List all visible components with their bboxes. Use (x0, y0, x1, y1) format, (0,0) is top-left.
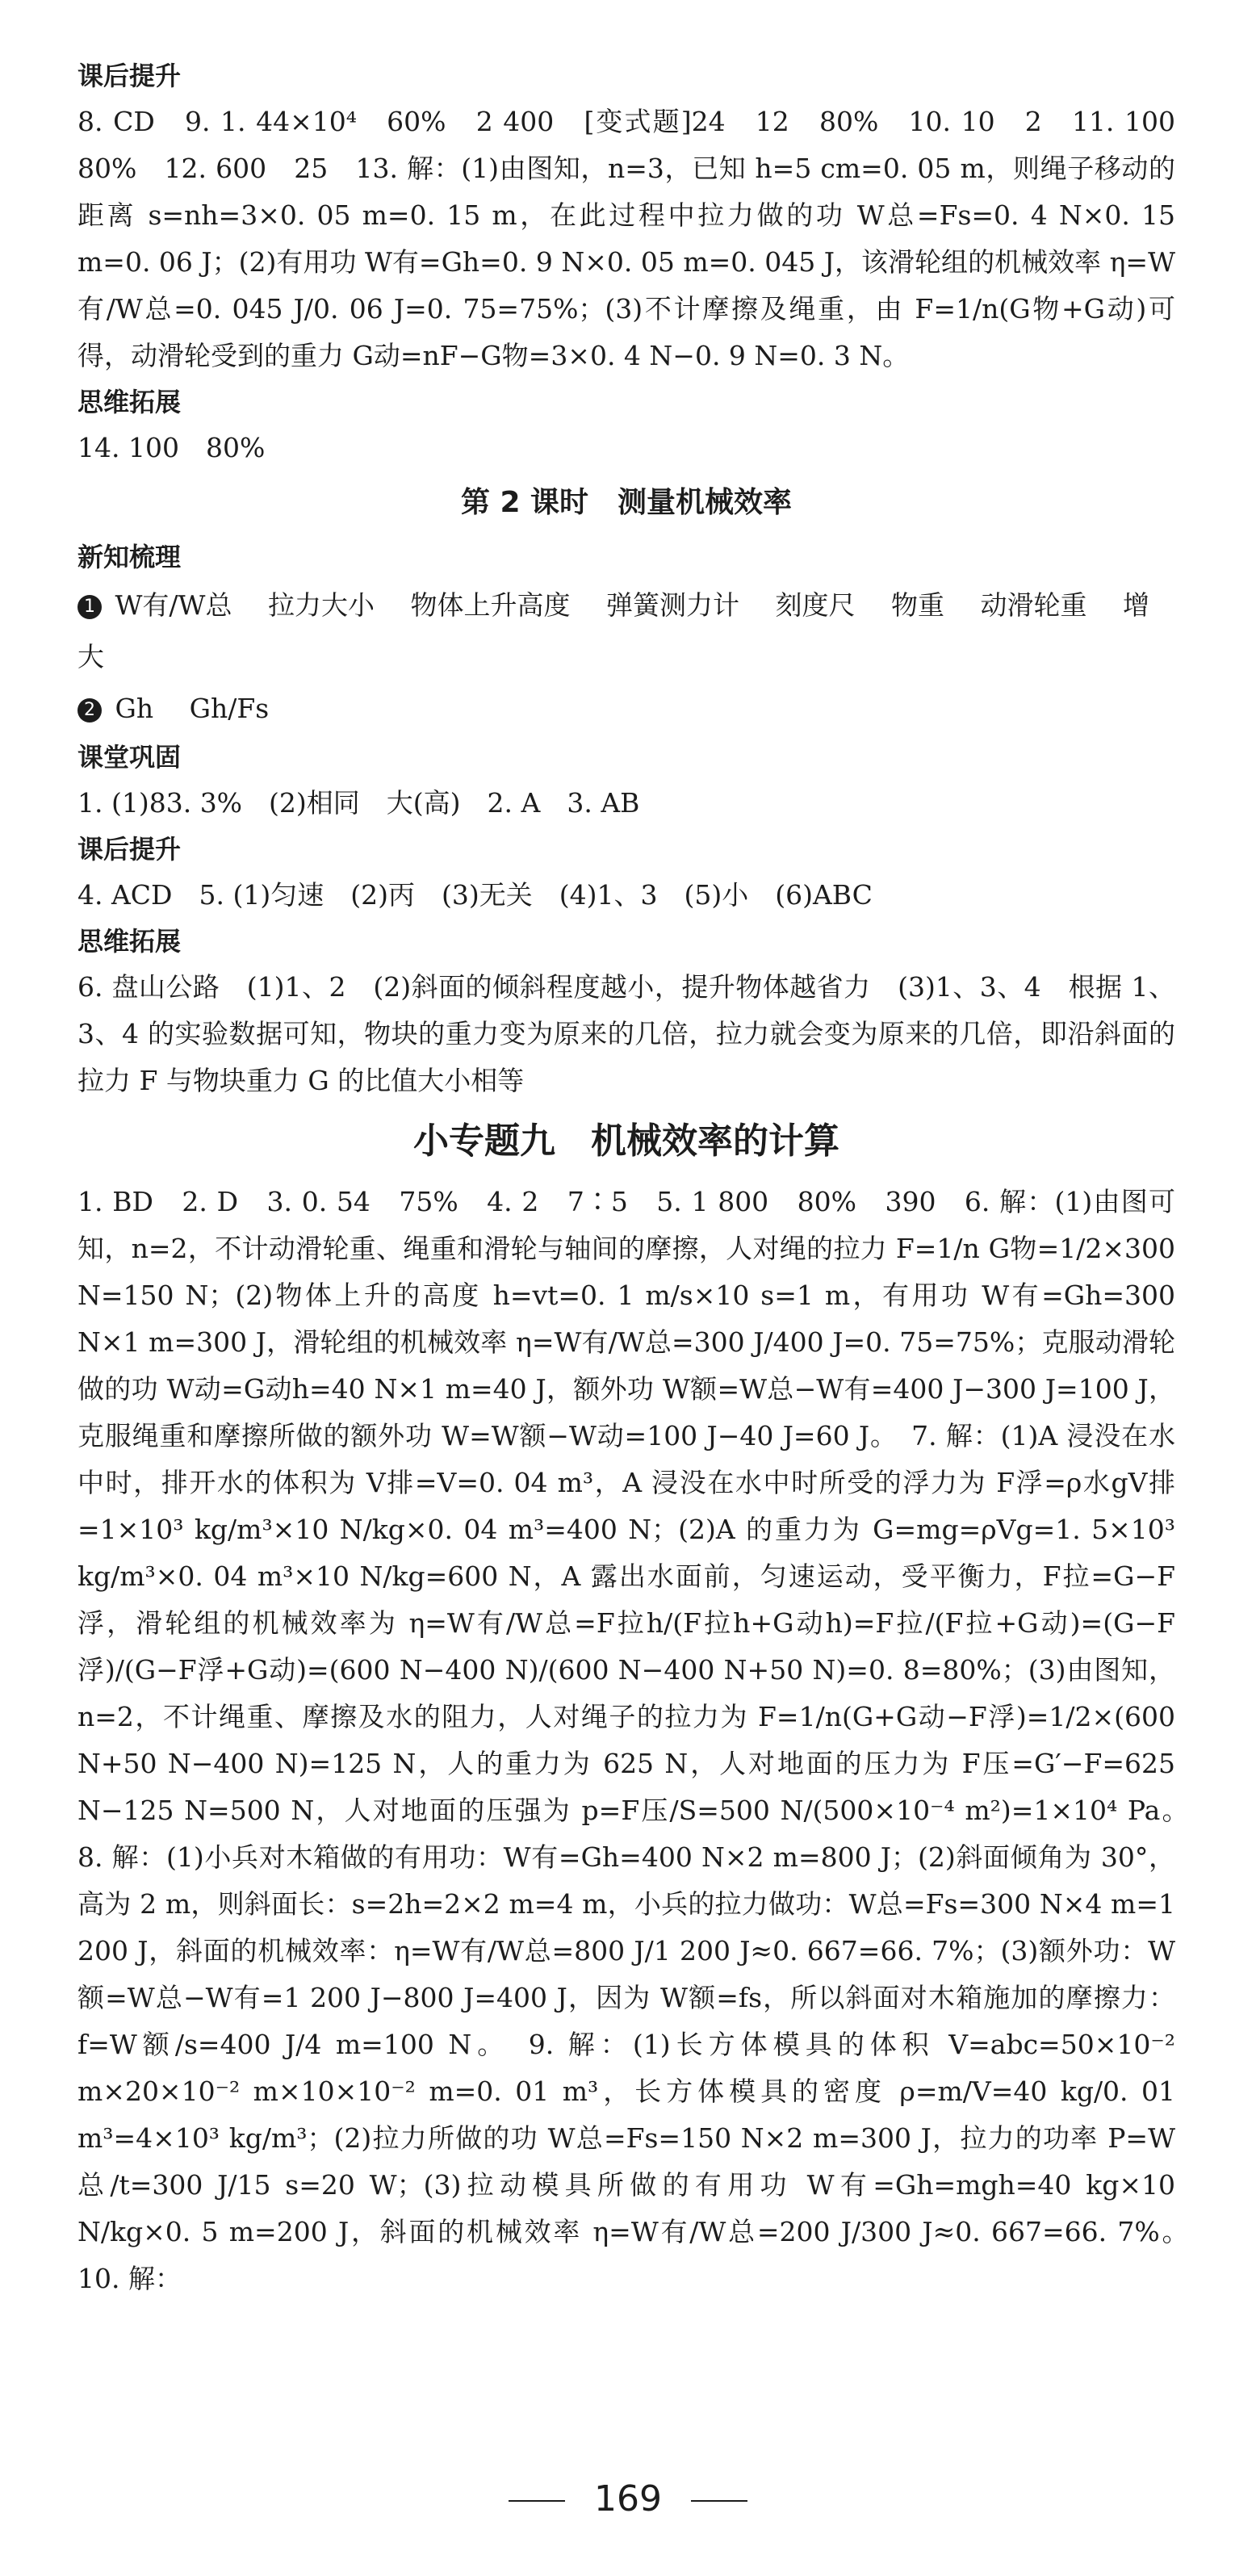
answer-14: 14. 100 80% (77, 432, 266, 463)
circled-number-two-icon: 2 (77, 698, 102, 723)
page-footer (0, 2478, 1256, 2519)
xinzhi-row-1 (77, 580, 1175, 683)
answer-page (77, 53, 1202, 2302)
blank-item: 物重 (890, 589, 944, 621)
blank-item: Gh (115, 693, 154, 724)
section-heading-xinzhi: 新知梳理 (77, 542, 182, 572)
blank-item: 增大 (77, 589, 1149, 672)
xinzhi-row-2 (77, 683, 1175, 735)
blank-item: 刻度尺 (775, 589, 856, 621)
section-heading-siwei: 思维拓展 (77, 387, 182, 417)
circled-number-one-icon: 1 (77, 595, 102, 619)
answers-1-3: 1. (1)83. 3% (2)相同 大(高) 2. A 3. AB (77, 787, 640, 819)
special-topic-answers: 1. BD 2. D 3. 0. 54 75% 4. 2 7∶5 5. 1 800 80% 390 6. 解：(1)由图可知，n=2，不计动滑轮重、绳重和滑轮与轴间的摩擦，人对绳的拉力 F=1/n G物=1/2×300 N=150 N；(2)物体上升的高度 h=vt=0. 1 m/s×10 s=1 m，有用功 W有=Gh=300 N×1 m=300 J，滑轮组的机械效率 η=W有/W总=300 J/400 J=0. 75=75%；克服动滑轮做的功 W动=G动h=40 N×1 m=40 J，额外功 W额=W总−W有=400 J−300 J=100 J，克服绳重和摩擦所做的额外功 W=W额−W动=100 J−40 J=60 J。 7. 解：(1)A 浸没在水中时，排开水的体积为 V排=V=0. 04 m³，A 浸没在水中时所受的浮力为 F浮=ρ水gV排=1×10³ kg/m³×10 N/kg×0. 04 m³=400 N；(2)A 的重力为 G=mg=ρVg=1. 5×10³ kg/m³×0. 04 m³×10 N/kg=600 N，A 露出水面前，匀速运动，受平衡力，F拉=G−F浮，滑轮组的机械效率为 η=W有/W总=F拉h/(F拉h+G动h)=F拉/(F拉+G动)=(G−F浮)/(G−F浮+G动)=(600 N−400 N)/(600 N−400 N+50 N)=0. 8=80%；(3)由图知，n=2，不计绳重、摩擦及水的阻力，人对绳子的拉力为 F=1/n(G+G动−F浮)=1/2×(600 N+50 N−400 N)=125 N，人的重力为 625 N，人对地面的压力为 F压=G′−F=625 N−125 N=500 N，人对地面的压强为 p=F压/S=500 N/(500×10⁻⁴ m²)=1×10⁴ Pa。 8. 解：(1)小兵对木箱做的有用功：W有=Gh=400 N×2 m=800 J；(2)斜面倾角为 30°，高为 2 m，则斜面长：s=2h=2×2 m=4 m，小兵的拉力做功：W总=Fs=300 N×4 m=1 200 J，斜面的机械效率：η=W有/W总=800 J/1 200 J≈0. 667=66. 7%；(3)额外功：W额=W总−W有=1 200 J−800 J=400 J，因为 W额=fs，所以斜面对木箱施加的摩擦力：f=W额/s=400 J/4 m=100 N。 9. 解：(1)长方体模具的体积 V=abc=50×10⁻² m×20×10⁻² m×10×10⁻² m=0. 01 m³，长方体模具的密度 ρ=m/V=40 kg/0. 01 m³=4×10³ kg/m³；(2)拉力所做的功 W总=Fs=150 N×2 m=300 J，拉力的功率 P=W总/t=300 J/15 s=20 W；(3)拉动模具所做的有用功 W有=Gh=mgh=40 kg×10 N/kg×0. 5 m=200 J，斜面的机械效率 η=W有/W总=200 J/300 J≈0. 667=66. 7%。 10. 解： (77, 1186, 1202, 2294)
section-heading-siwei-2: 思维拓展 (77, 926, 182, 957)
section-heading-kehou: 课后提升 (77, 61, 182, 91)
blank-item: 弹簧测力计 (605, 589, 739, 621)
blank-item: 拉力大小 (267, 589, 375, 621)
footer-dash-left (509, 2500, 565, 2502)
lesson-title: 第 2 课时 测量机械效率 (460, 486, 793, 519)
answer-6: 6. 盘山公路 (1)1、2 (2)斜面的倾斜程度越小，提升物体越省力 (3)1、3、4 根据 1、3、4 的实验数据可知，物块的重力变为原来的几倍，拉力就会变为原来的几倍，即沿斜面的拉力 F 与物块重力 G 的比值大小相等 (77, 971, 1175, 1096)
section-heading-ketang: 课堂巩固 (77, 742, 182, 773)
page-number: 169 (594, 2478, 662, 2519)
special-topic-title: 小专题九 机械效率的计算 (413, 1120, 839, 1162)
section-heading-kehou-2: 课后提升 (77, 834, 182, 865)
blank-item: 动滑轮重 (980, 589, 1087, 621)
blank-item: W有/W总 (115, 589, 232, 621)
answers-4-5: 4. ACD 5. (1)匀速 (2)丙 (3)无关 (4)1、3 (5)小 (6)ABC (77, 879, 873, 911)
answers-8-13: 8. CD 9. 1. 44×10⁴ 60% 2 400 [变式题]24 12 80% 10. 10 2 11. 100 80% 12. 600 25 13. 解：(1)由图知，n=3，已知 h=5 cm=0. 05 m，则绳子移动的距离 s=nh=3×0. 05 m=0. 15 m，在此过程中拉力做的功 W总=Fs=0. 4 N×0. 15 m=0. 06 J；(2)有用功 W有=Gh=0. 9 N×0. 05 m=0. 045 J，该滑轮组的机械效率 η=W有/W总=0. 045 J/0. 06 J=0. 75=75%；(3)不计摩擦及绳重，由 F=1/n(G物+G动)可得，动滑轮受到的重力 G动=nF−G物=3×0. 4 N−0. 9 N=0. 3 N。 (77, 106, 1202, 371)
blank-item: Gh/Fs (189, 693, 270, 724)
blank-item: 物体上升高度 (410, 589, 571, 621)
footer-dash-right (691, 2500, 747, 2502)
